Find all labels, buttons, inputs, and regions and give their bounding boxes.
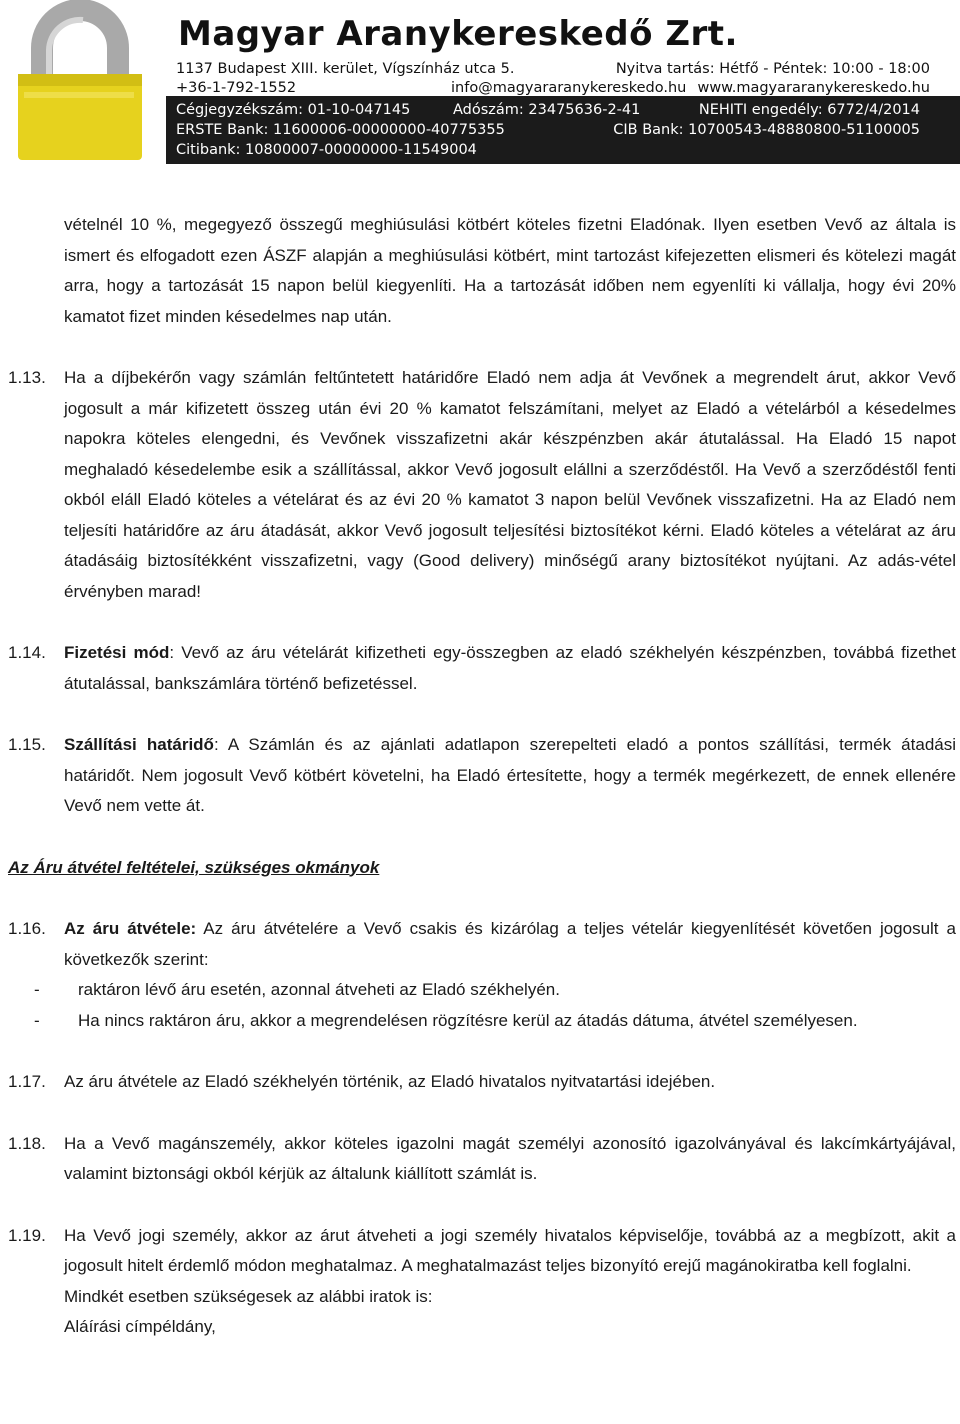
clause-1-19: [8, 1221, 956, 1282]
signature-specimen-line: Aláírási címpéldány,: [64, 1317, 216, 1336]
clause-1-17: [8, 1067, 956, 1098]
company-name: Magyar Aranykereskedő Zrt.: [178, 14, 738, 54]
clause-text: : Vevő az áru vételárát kifizetheti egy-összegben az eladó székhelyén készpénzben, továbbá fizethet átutalással, bankszámlára történő befizetéssel.: [64, 643, 956, 693]
clause-1-14: [8, 638, 956, 699]
registration-number: Cégjegyzékszám: 01-10-047145: [176, 102, 411, 118]
citibank-line: [176, 140, 920, 160]
address-line: [176, 60, 930, 78]
list-item-text: raktáron lévő áru esetén, azonnal átveheti az Eladó székhelyén.: [78, 980, 560, 999]
clause-number: 1.13.: [8, 368, 46, 387]
clause-text: Az áru átvételére a Vevő csakis és kizárólag a teljes vételár kiegyenlítését követően jogosult a következők szerint:: [64, 919, 956, 969]
citibank: Citibank: 10800007-00000000-11549004: [176, 142, 477, 158]
section-title: Az Áru átvétel feltételei, szükséges okmányok: [8, 857, 380, 877]
clause-number: 1.19.: [8, 1225, 46, 1245]
nehiti-license: NEHITI engedély: 6772/4/2014: [698, 102, 920, 118]
clause-1-13: [8, 363, 956, 607]
cib-bank: CIB Bank: 10700543-48880800-51100005: [613, 122, 920, 138]
clause-label: Szállítási határidő: [64, 735, 214, 754]
email-link[interactable]: info@magyararanykereskedo.hu: [451, 80, 687, 96]
opening-hours: Nyitva tartás: Hétfő - Péntek: 10:00 - 18:00: [615, 61, 930, 77]
bank-line: [176, 120, 920, 140]
address: 1137 Budapest XIII. kerület, Vígszínház utca 5.: [176, 61, 515, 77]
list-item-text: Ha nincs raktáron áru, akkor a megrendelésen rögzítésre kerül az átadás dátuma, átvétel személyesen.: [78, 1010, 858, 1030]
padlock-icon: [0, 0, 160, 160]
tax-number: Adószám: 23475636-2-41: [453, 102, 641, 118]
clause-number: 1.16.: [8, 919, 46, 938]
clause-number: 1.14.: [8, 643, 46, 662]
letterhead: [0, 0, 960, 168]
contact-line: [176, 79, 930, 97]
list-item: - raktáron lévő áru esetén, azonnal átveheti az Eladó székhelyén.: [34, 980, 560, 999]
clause-label: Fizetési mód: [64, 643, 170, 662]
clause-text: Ha a Vevő magánszemély, akkor köteles igazolni magát személyi azonosító igazolványával és lakcímkártyájával, valamint biztonsági okból kérjük az általunk kiállított számlát is.: [64, 1133, 956, 1183]
required-documents-note: Mindkét esetben szükségesek az alábbi iratok is:: [64, 1286, 433, 1306]
clause-text: Az áru átvétele az Eladó székhelyén történik, az Eladó hivatalos nyitvatartási idejében.: [64, 1072, 716, 1091]
company-details-band: [166, 96, 960, 164]
clause-number: 1.18.: [8, 1133, 46, 1153]
list-item: - Ha nincs raktáron áru, akkor a megrendelésen rögzítésre kerül az átadás dátuma, átvétel személyesen.: [34, 1010, 858, 1030]
clause-label: Az áru átvétele:: [64, 919, 197, 938]
intro-paragraph: vételnél 10 %, megegyező összegű meghiúsulási kötbért köteles fizetni Eladónak. Ilyen esetben Vevő az általa is ismert és elfogadott ezen ÁSZF alapján a meghiúsulási kötbért, mint tartozást kifejezetten elismeri és kötelezi magát arra, hogy a tartozását 15 napon belül kiegyenlíti. Ha a tartozását időben nem egyenlíti ki vállalja, hogy évi 20% kamatot fizet minden késedelmes nap után.: [64, 215, 956, 326]
phone: +36-1-792-1552: [176, 80, 297, 96]
document-body: [8, 210, 956, 1343]
clause-1-18: [8, 1129, 956, 1190]
registration-line: [176, 100, 920, 120]
clause-text: Ha a díjbekérőn vagy számlán feltűntetett határidőre Eladó nem adja át Vevőnek a megrendelt árut, akkor Vevő jogosult a már kifizetett összeg után évi 20 % kamatot felszámítani, melyet az Eladó a vételárból a késedelmes napokra köteles elengedni, és Vevőnek visszafizetni akár készpénzben akár átutalással. Ha Eladó 15 napot meghaladó késedelembe esik a szállítással, akkor Vevő jogosult elállni a szerződéstől. Ha Vevő a szerződéstől fenti okból eláll Eladó köteles a vételárat és az évi 20 % kamatot 3 napon belül Vevőnek visszafizetni. Ha az Eladó nem teljesíti határidőre az áru átadását, akkor Vevő jogosult teljesítési biztosítékot kérni. Eladó köteles a vételárat az áru átadásáig biztosítékként visszafizetni, vagy (Good delivery) minőségű arany biztosítékot nyújtani. Az adás-vétel érvényben marad!: [64, 368, 956, 601]
erste-bank: ERSTE Bank: 11600006-00000000-40775355: [176, 122, 505, 138]
clause-number: 1.15.: [8, 735, 46, 754]
clause-1-16: [8, 914, 956, 975]
website-link[interactable]: www.magyararanykereskedo.hu: [697, 80, 930, 96]
clause-number: 1.17.: [8, 1072, 46, 1091]
clause-1-15: [8, 730, 956, 822]
clause-text: Ha Vevő jogi személy, akkor az árut átveheti a jogi személy hivatalos képviselője, továbbá az a megbízott, akit a jogosult hitelt érdemlő módon meghatalmaz. A meghatalmazást teljes bizonyító erejű magánokiratba kell foglalni.: [64, 1225, 956, 1275]
clause-text: : A Számlán és az ajánlati adatlapon szerepelteti eladó a pontos szállítási, termék átadási határidőt. Nem jogosult Vevő kötbért követelni, ha Eladó értesítette, hogy a termék megérkezett, de ennek ellenére Vevő nem vette át.: [64, 735, 957, 815]
